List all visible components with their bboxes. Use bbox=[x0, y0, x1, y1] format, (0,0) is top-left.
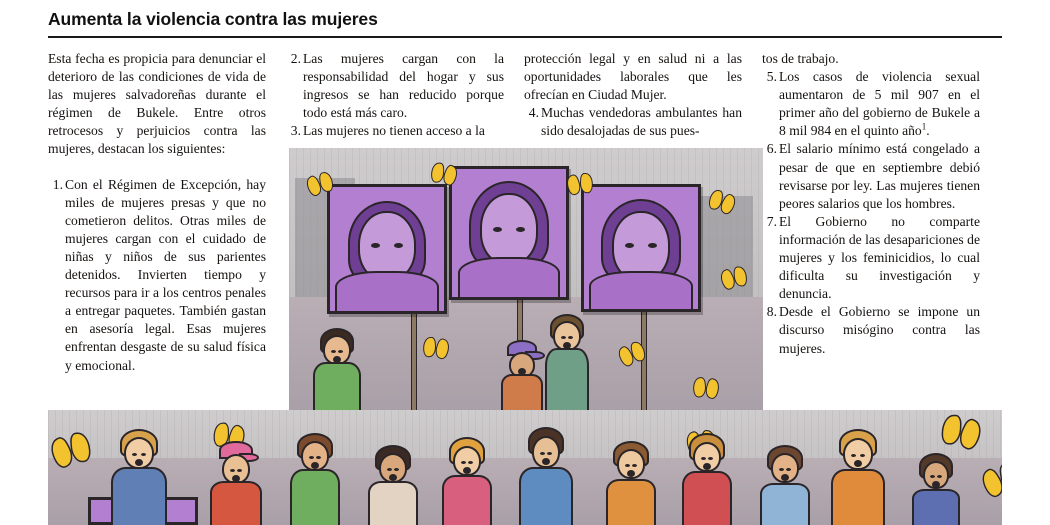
person-body bbox=[606, 479, 656, 525]
list-number: 6. bbox=[766, 141, 777, 157]
column-4 bbox=[762, 50, 1000, 375]
person-body bbox=[313, 362, 361, 414]
list-number: 3. bbox=[290, 123, 301, 139]
list-text: Con el Régimen de Excepción, hay miles de mujeres presas y que no cometieron delitos. Otras miles de mujeres cargan con el cuidado de niñas y niños de sus parientes detenidos. Invierten tiempo y recursos para ir a los centros penales a entregar paquetes. También gastan en asesoría legal. Esas mujeres enfrentan desgaste de su salud física y emocional. bbox=[65, 176, 266, 373]
person-head bbox=[124, 437, 154, 469]
list-text: El salario mínimo está congelado a pesar de que en septiembre debió revisarse por ley. Las mujeres tienen peores salarios que los hombres. bbox=[779, 141, 980, 211]
butterfly-icon bbox=[566, 172, 595, 195]
list-column-4 bbox=[762, 68, 980, 358]
protest-poster bbox=[449, 166, 569, 300]
illustration-crowd bbox=[48, 410, 1002, 525]
list-text: Las mujeres no tienen acceso a la bbox=[303, 123, 485, 139]
list-column-1 bbox=[48, 176, 266, 375]
portrait-eye bbox=[648, 243, 657, 248]
portrait-shoulders bbox=[589, 271, 693, 309]
person-head bbox=[923, 461, 949, 489]
person-head bbox=[693, 442, 721, 472]
illustration-posters bbox=[289, 148, 763, 414]
person-eye bbox=[860, 454, 865, 457]
crowd-person bbox=[830, 429, 886, 525]
person-eye bbox=[141, 453, 146, 456]
person-body bbox=[368, 481, 418, 525]
person-eye bbox=[331, 350, 336, 353]
protest-poster bbox=[327, 184, 447, 314]
person-mouth bbox=[932, 481, 940, 488]
person-body bbox=[210, 481, 262, 525]
person-body bbox=[831, 469, 885, 525]
list-item bbox=[524, 104, 742, 140]
person-body bbox=[519, 467, 573, 525]
list-item bbox=[762, 213, 980, 303]
person-eye bbox=[316, 456, 321, 459]
person-mouth bbox=[311, 462, 319, 469]
person-mouth bbox=[627, 470, 635, 477]
list-item bbox=[762, 303, 980, 357]
person-eye bbox=[561, 336, 566, 339]
crowd-person bbox=[499, 340, 545, 414]
portrait-eye bbox=[394, 243, 403, 248]
header-divider bbox=[48, 36, 1002, 38]
person-body bbox=[912, 489, 960, 525]
list-item bbox=[762, 140, 980, 212]
column-1 bbox=[48, 50, 286, 375]
list-number: 5. bbox=[766, 69, 777, 85]
list-item bbox=[286, 50, 504, 122]
person-mouth bbox=[389, 474, 397, 481]
portrait-eye bbox=[516, 227, 525, 232]
crowd-person bbox=[208, 441, 264, 525]
person-eye bbox=[394, 468, 399, 471]
person-eye bbox=[338, 350, 343, 353]
butterfly-icon bbox=[422, 336, 451, 359]
person-body bbox=[501, 374, 543, 414]
portrait-shoulders bbox=[458, 257, 560, 297]
crowd-person bbox=[366, 445, 420, 525]
portrait-eye bbox=[625, 243, 634, 248]
list-number: 8. bbox=[766, 304, 777, 320]
list-text: Muchas vendedoras ambulantes han sido desalojadas de sus pues- bbox=[541, 105, 742, 139]
person-mouth bbox=[703, 463, 711, 470]
crowd-person bbox=[311, 328, 363, 414]
butterfly-icon bbox=[692, 377, 720, 400]
person-mouth bbox=[135, 459, 143, 466]
person-mouth bbox=[781, 474, 789, 481]
portrait-eye bbox=[371, 243, 380, 248]
portrait-shoulders bbox=[335, 271, 439, 311]
person-head bbox=[323, 335, 351, 365]
crowd-person bbox=[910, 453, 962, 525]
person-mouth bbox=[463, 467, 471, 474]
continuation-paragraph: tos de trabajo. bbox=[762, 51, 839, 66]
person-mouth bbox=[854, 460, 862, 467]
person-body bbox=[290, 469, 340, 525]
person-eye bbox=[930, 475, 935, 478]
person-eye bbox=[708, 457, 713, 460]
portrait-eye bbox=[493, 227, 502, 232]
person-eye bbox=[937, 475, 942, 478]
list-text: Los casos de violencia sexual aumentaron de 5 mil 907 en el primer año del gobierno de Bukele a 8 mil 984 en el quinto año bbox=[779, 69, 980, 139]
person-head bbox=[843, 438, 873, 470]
intro-paragraph: Esta fecha es propicia para denunciar el deterioro de las condiciones de vida de las mujeres salvadoreñas durante el régimen de Bukele. Entre otros retrocesos y perjuicios contra las mujeres, destacan los siguientes: bbox=[48, 51, 266, 157]
person-eye bbox=[309, 456, 314, 459]
protest-poster bbox=[581, 184, 701, 312]
person-body bbox=[442, 475, 492, 525]
list-number: 4. bbox=[528, 105, 539, 121]
person-head bbox=[532, 436, 560, 468]
person-eye bbox=[568, 336, 573, 339]
person-eye bbox=[625, 464, 630, 467]
person-eye bbox=[387, 468, 392, 471]
person-eye bbox=[132, 453, 137, 456]
person-eye bbox=[547, 452, 552, 455]
poster-stick bbox=[411, 308, 417, 414]
list-column-2 bbox=[286, 50, 504, 140]
person-body bbox=[111, 467, 167, 525]
portrait-head bbox=[480, 193, 538, 265]
person-mouth bbox=[542, 458, 550, 465]
headline-block bbox=[48, 8, 1002, 38]
list-item bbox=[48, 176, 266, 375]
person-eye bbox=[786, 468, 791, 471]
person-head bbox=[222, 454, 250, 484]
crowd-person bbox=[518, 427, 574, 525]
person-eye bbox=[779, 468, 784, 471]
crowd-person bbox=[758, 445, 812, 525]
person-eye bbox=[237, 469, 242, 472]
crowd-person bbox=[541, 314, 593, 414]
person-body bbox=[760, 483, 810, 525]
page-title: Aumenta la violencia contra las mujeres bbox=[48, 9, 378, 29]
list-item bbox=[286, 122, 504, 140]
list-column-3 bbox=[524, 104, 742, 140]
crowd-person bbox=[680, 433, 734, 525]
crowd-person bbox=[604, 441, 658, 525]
person-head bbox=[553, 321, 581, 351]
list-item bbox=[762, 68, 980, 140]
person-head bbox=[301, 441, 329, 471]
person-body bbox=[545, 348, 589, 414]
list-number: 7. bbox=[766, 213, 777, 229]
person-head bbox=[771, 453, 799, 483]
list-text: Las mujeres cargan con la responsabilidad del hogar y sus ingresos se han reducido porque todo está más caro. bbox=[303, 51, 504, 121]
list-text: El Gobierno no comparte información de las desapariciones de mujeres y los feminicidios, lo cual dificulta su investigación y denuncia. bbox=[779, 213, 980, 302]
person-eye bbox=[461, 461, 466, 464]
crowd-person bbox=[440, 437, 494, 525]
person-eye bbox=[851, 454, 856, 457]
person-eye bbox=[468, 461, 473, 464]
crowd-person bbox=[288, 433, 342, 525]
continuation-paragraph: protección legal y en salud ni a las oportunidades laborales que les ofrecían en Ciudad Mujer. bbox=[524, 51, 742, 103]
list-number: 2. bbox=[290, 51, 301, 66]
person-head bbox=[379, 453, 407, 483]
footnote-marker: 1 bbox=[921, 121, 927, 132]
person-body bbox=[682, 471, 732, 525]
list-number: 1. bbox=[52, 176, 63, 192]
person-eye bbox=[632, 464, 637, 467]
crowd-person bbox=[110, 429, 168, 525]
spacer bbox=[48, 159, 266, 176]
person-eye bbox=[701, 457, 706, 460]
person-eye bbox=[540, 452, 545, 455]
list-text: Desde el Gobierno se impone un discurso misógino contra las mujeres. bbox=[779, 304, 980, 356]
list-text-tail: . bbox=[926, 123, 930, 139]
person-eye bbox=[230, 469, 235, 472]
person-head bbox=[453, 446, 481, 476]
person-head bbox=[617, 449, 645, 479]
